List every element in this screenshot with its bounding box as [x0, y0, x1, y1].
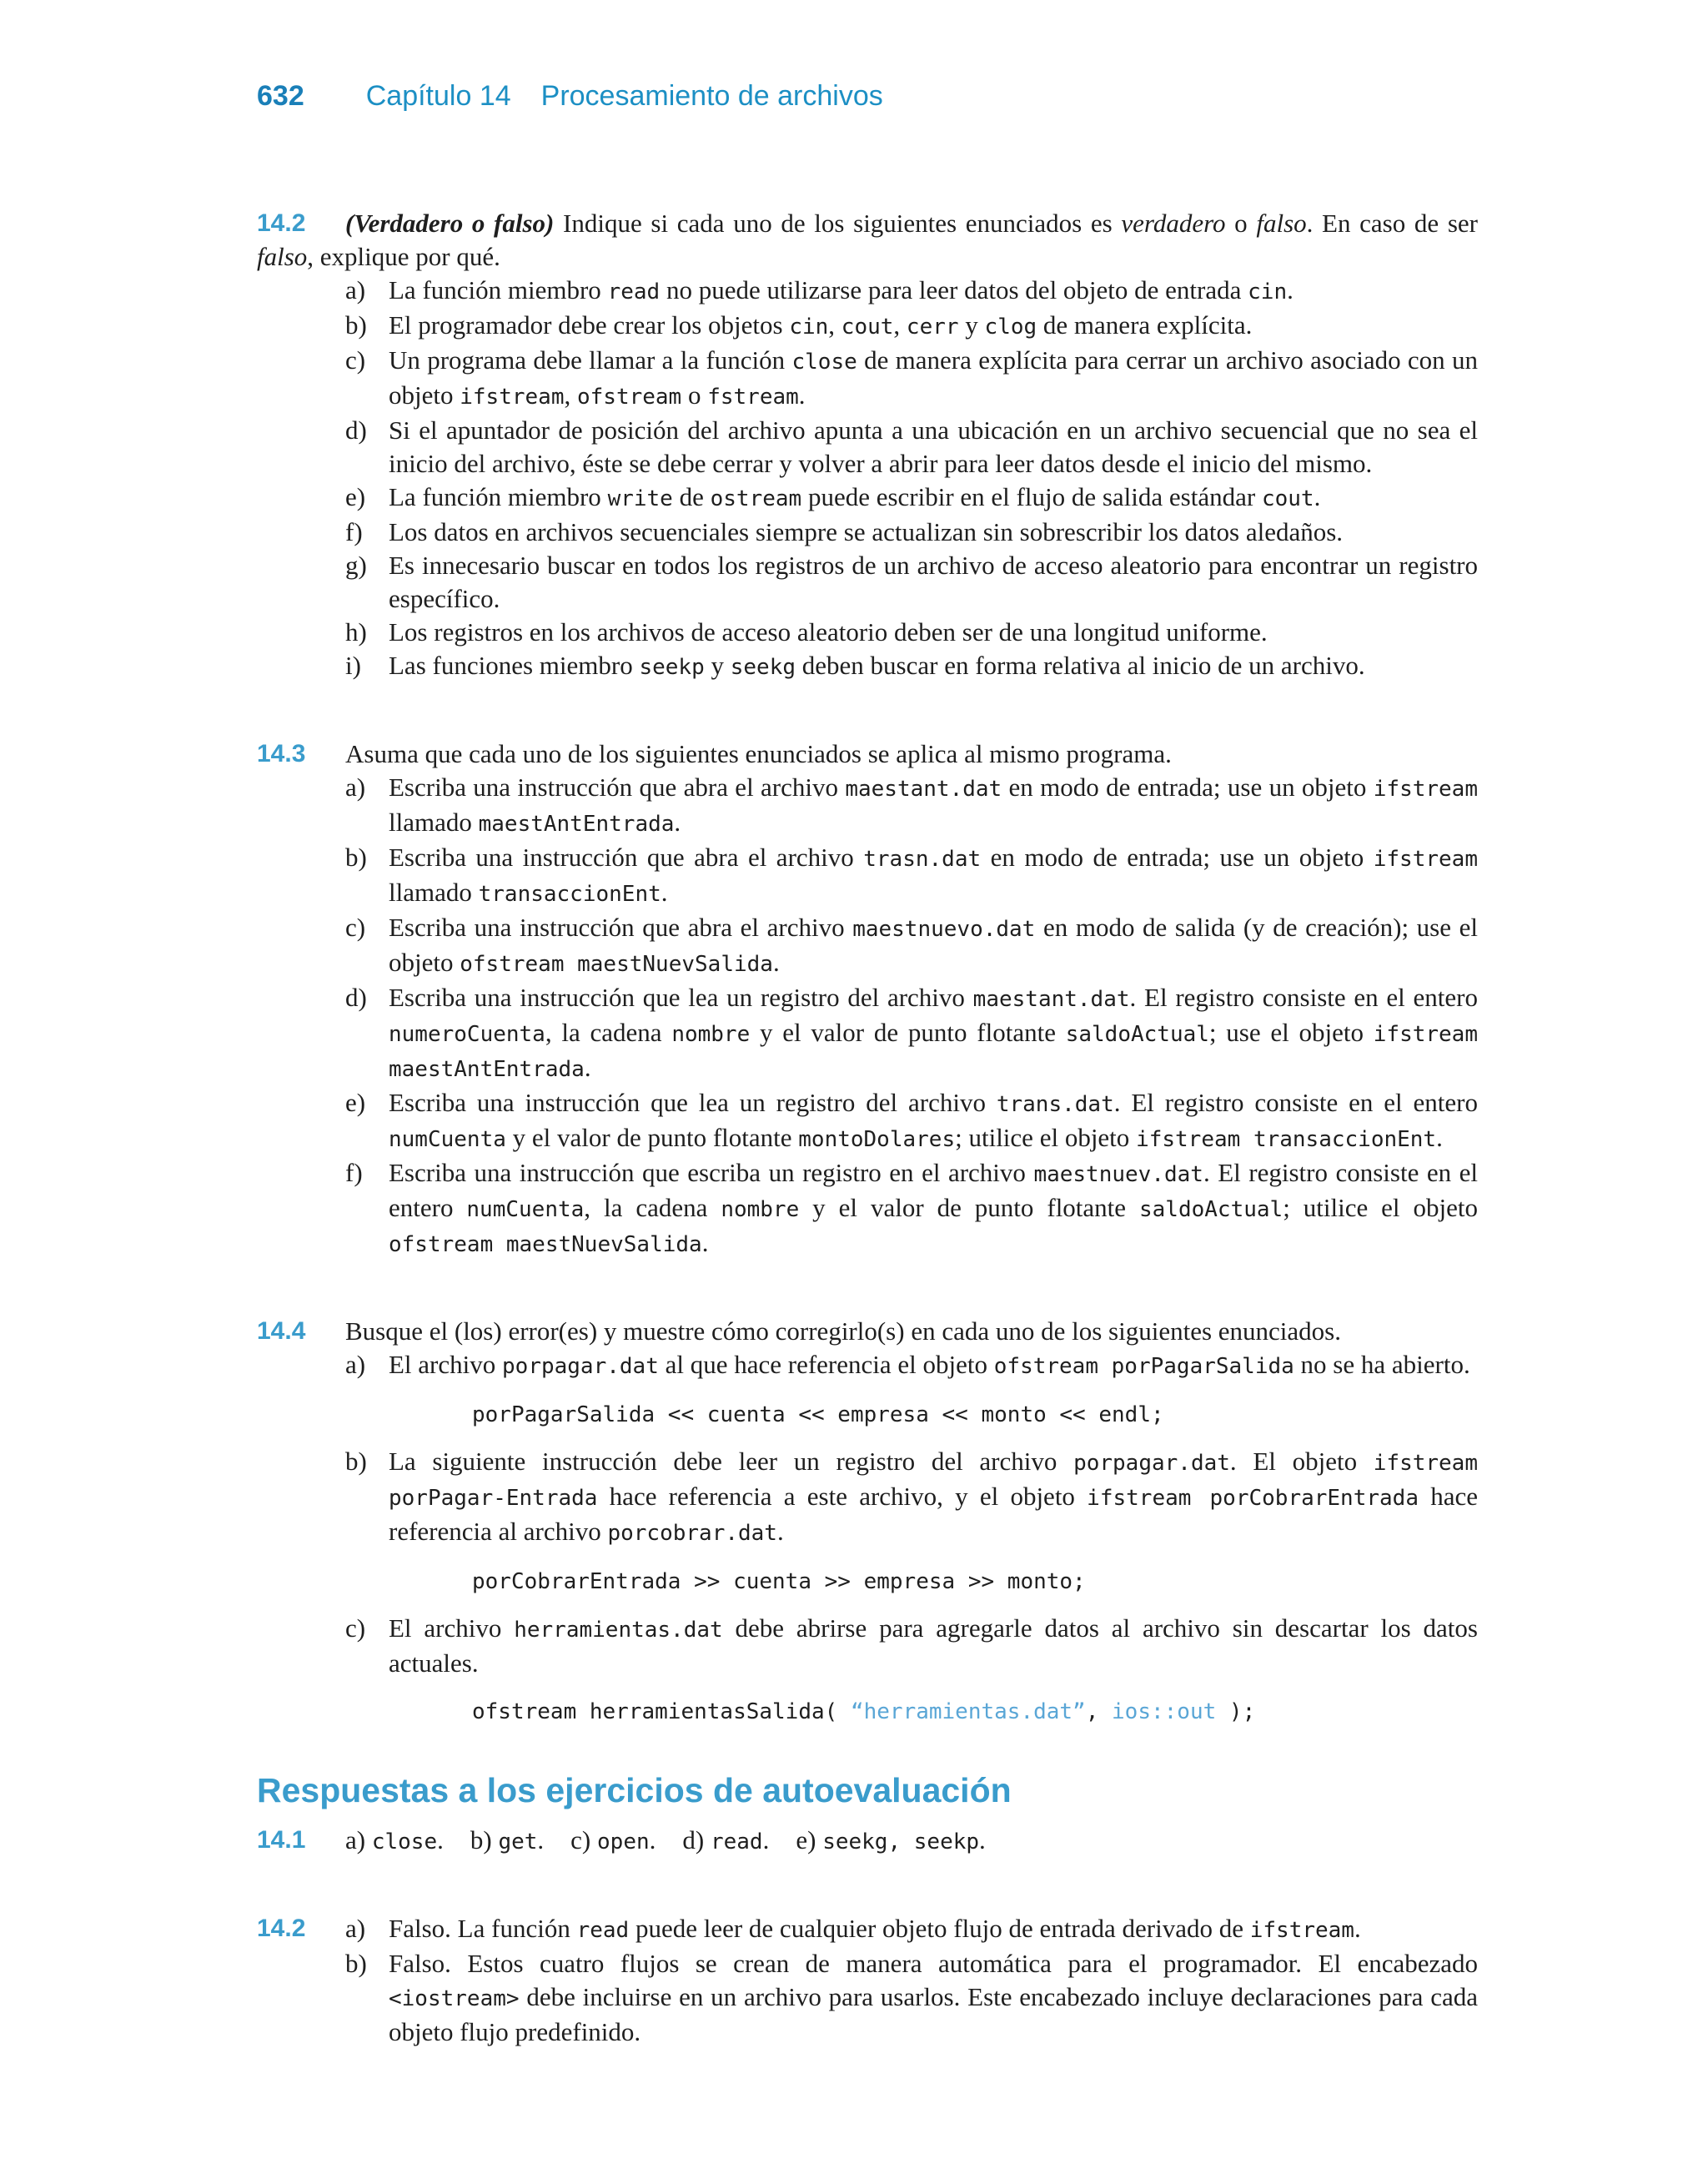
- item-text: de manera explícita para cerrar un archivo asociado con un objeto: [389, 345, 1478, 410]
- code-token: cerr: [906, 315, 959, 340]
- item-text: hace referencia al archivo: [389, 1482, 1478, 1546]
- item-text: Los datos en archivos secuenciales siempre se actualizan sin sobrescribir los datos aledaños.: [389, 517, 1344, 546]
- item-text: no se ha abierto.: [1294, 1350, 1470, 1379]
- code-token: maestnuevo.dat: [852, 917, 1036, 942]
- code-token: ifstream porPagar-Entrada: [389, 1451, 1478, 1511]
- list-item: [345, 414, 1478, 481]
- chapter-title: Procesamiento de archivos: [540, 80, 883, 112]
- code-token: porcobrar.dat: [607, 1521, 777, 1546]
- list-item: [345, 274, 1478, 309]
- list-item: [345, 649, 1478, 684]
- code-token: ostream: [710, 486, 802, 511]
- exercise-number: 14.3: [257, 740, 306, 767]
- exercise-14-3: [257, 737, 1478, 1261]
- page-body: [257, 207, 1478, 2049]
- code-token: seekg, seekp: [822, 1829, 980, 1854]
- code-token: seekg: [730, 655, 796, 680]
- item-text: Un programa debe llamar a la función: [389, 345, 792, 375]
- item-text: El programador debe crear los objetos: [389, 310, 790, 340]
- exercise-number: 14.1: [257, 1826, 306, 1854]
- list-item: [345, 516, 1478, 549]
- code-token: numeroCuenta: [389, 1022, 545, 1047]
- item-text: .: [584, 1053, 591, 1082]
- item-text: Escriba una instrucción que lea un registro del archivo: [389, 1088, 997, 1117]
- item-text: .: [1354, 1914, 1361, 1943]
- code-token: write: [607, 486, 673, 511]
- list-item: [345, 616, 1478, 649]
- list-item: [345, 309, 1478, 344]
- item-text: ; utilice el objeto: [1283, 1193, 1478, 1222]
- code-token: read: [576, 1918, 630, 1943]
- list-item: [345, 1612, 1478, 1680]
- item-label: c): [345, 913, 366, 942]
- list-item: [345, 549, 1478, 616]
- code-token: ofstream maestNuevSalida: [389, 1232, 702, 1257]
- item-text: Escriba una instrucción que abra el archivo: [389, 913, 853, 942]
- code-token: close: [791, 350, 857, 375]
- item-label: b): [345, 843, 367, 872]
- code-line: ofstream herramientasSalida( “herramientas.dat”, ios::out );: [472, 1699, 1256, 1724]
- code-token: porpagar.dat: [502, 1354, 659, 1379]
- item-text: Escriba una instrucción que escriba un registro en el archivo: [389, 1158, 1034, 1187]
- item-text: Escriba una instrucción que lea un registro del archivo: [389, 983, 973, 1012]
- code-token: read: [710, 1829, 763, 1854]
- code-token: ofstream: [576, 385, 682, 410]
- item-text: en modo de entrada; use un objeto: [1002, 772, 1374, 802]
- item-text: puede leer de cualquier objeto flujo de entrada derivado de: [629, 1914, 1250, 1943]
- code-token: cin: [789, 315, 829, 340]
- item-text: en modo de salida (y de creación); use el objeto: [389, 913, 1478, 977]
- item-label: b): [345, 1949, 367, 1978]
- item-label: a): [345, 275, 366, 304]
- item-text: de: [672, 482, 711, 511]
- item-list: [345, 1348, 1478, 1383]
- answer-item: c) open.: [570, 1825, 656, 1854]
- code-token: nombre: [671, 1022, 751, 1047]
- item-label: b): [345, 310, 367, 340]
- item-text: de manera explícita.: [1037, 310, 1253, 340]
- item-text: .: [1287, 275, 1294, 304]
- item-text: Los registros en los archivos de acceso aleatorio deben ser de una longitud uniforme.: [389, 617, 1268, 647]
- exercise-number: 14.4: [257, 1317, 306, 1345]
- code-token: cin: [1248, 279, 1288, 304]
- item-text: y: [704, 651, 731, 680]
- code-token: ifstream: [1373, 777, 1478, 802]
- item-text: .: [1314, 482, 1321, 511]
- item-label: g): [345, 551, 367, 580]
- code-token: maestant.dat: [972, 987, 1130, 1012]
- item-label: i): [345, 651, 361, 680]
- list-item: [345, 1348, 1478, 1383]
- item-text: Si el apuntador de posición del archivo apunta a una ubicación en un archivo secuencial que no sea el inicio del archivo, éste se debe cerrar y volver a abrir para leer datos desde el inicio del mismo.: [389, 415, 1478, 478]
- code-token: trasn.dat: [863, 847, 982, 872]
- exercise-stem: Asuma que cada uno de los siguientes enunciados se aplica al mismo programa.: [345, 739, 1172, 768]
- item-text: La función miembro: [389, 275, 608, 304]
- code-token: numCuenta: [389, 1127, 506, 1152]
- item-list: [345, 1912, 1478, 2049]
- exercise-stem: (Verdadero o falso) Indique si cada uno de los siguientes enunciados es verdadero o falso. En caso de ser falso, explique por qué.: [257, 209, 1478, 271]
- item-label: c): [345, 1613, 366, 1643]
- item-label: a): [345, 1350, 366, 1379]
- answer-14-1: [257, 1824, 1478, 1859]
- item-text: La función miembro: [389, 482, 608, 511]
- list-item: [345, 981, 1478, 1086]
- item-text: . El registro consiste en el entero: [1129, 983, 1478, 1012]
- answer-14-2: [257, 1912, 1478, 2049]
- code-token: ifstream maestAntEntrada: [389, 1022, 1478, 1082]
- code-token: nombre: [721, 1197, 800, 1222]
- page-number: 632: [257, 80, 304, 112]
- item-text: deben buscar en forma relativa al inicio de un archivo.: [796, 651, 1365, 680]
- item-text: La siguiente instrucción debe leer un registro del archivo: [389, 1447, 1074, 1476]
- item-text: .: [1436, 1123, 1443, 1152]
- code-token: cout: [1261, 486, 1314, 511]
- list-item: [345, 1947, 1478, 2049]
- code-token: ifstream transaccionEnt: [1136, 1127, 1437, 1152]
- code-token: maestant.dat: [845, 777, 1002, 802]
- code-token: ofstream porPagarSalida: [993, 1354, 1294, 1379]
- item-text: .: [798, 380, 806, 410]
- item-text: Las funciones miembro: [389, 651, 640, 680]
- item-text: . El objeto: [1229, 1447, 1374, 1476]
- item-label: e): [345, 482, 366, 511]
- code-token: saldoActual: [1065, 1022, 1209, 1047]
- code-token: clog: [984, 315, 1037, 340]
- item-text: .: [701, 1228, 709, 1257]
- item-label: d): [345, 415, 367, 445]
- exercise-14-2: [257, 207, 1478, 684]
- answer-item: e) seekg, seekp.: [796, 1825, 986, 1854]
- list-item: [345, 771, 1478, 841]
- code-token: seekp: [639, 655, 705, 680]
- item-text: .: [772, 948, 780, 977]
- item-text: debe incluirse en un archivo para usarlos. Este encabezado incluye declaraciones para cada objeto flujo predefinido.: [389, 1982, 1478, 2046]
- item-text: en modo de entrada; use un objeto: [981, 843, 1374, 872]
- item-label: a): [345, 1914, 366, 1943]
- item-text: y el valor de punto flotante: [505, 1123, 799, 1152]
- item-text: , la cadena: [584, 1193, 721, 1222]
- item-text: ; utilice el objeto: [955, 1123, 1137, 1152]
- answer-row: [345, 1824, 1478, 1859]
- item-label: c): [345, 345, 366, 375]
- item-text: El archivo: [389, 1613, 515, 1643]
- item-label: b): [345, 1447, 367, 1476]
- list-item: [345, 1086, 1478, 1156]
- item-text: puede escribir en el flujo de salida estándar: [801, 482, 1262, 511]
- item-list: [345, 274, 1478, 684]
- code-token: ifstream: [1373, 847, 1478, 872]
- item-text: llamado: [389, 808, 479, 837]
- item-label: d): [345, 983, 367, 1012]
- code-token: ofstream maestNuevSalida: [460, 952, 773, 977]
- running-head: [257, 80, 883, 113]
- item-text: Falso. La función: [389, 1914, 577, 1943]
- code-token: open: [597, 1829, 650, 1854]
- answer-item: b) get.: [470, 1825, 545, 1854]
- code-token: <iostream>: [389, 1986, 520, 2011]
- list-item: [345, 481, 1478, 516]
- item-text: , la cadena: [545, 1018, 672, 1047]
- item-text: ; use el objeto: [1208, 1018, 1374, 1047]
- section-title: Respuestas a los ejercicios de autoevaluación: [257, 1771, 1012, 1809]
- item-text: . El registro consiste en el entero: [1113, 1088, 1478, 1117]
- list-item: [345, 841, 1478, 911]
- item-text: .: [674, 808, 681, 837]
- item-text: Es innecesario buscar en todos los registros de un archivo de acceso aleatorio para encontrar un registro específico.: [389, 551, 1478, 613]
- item-label: e): [345, 1088, 366, 1117]
- code-token: transaccionEnt: [478, 882, 661, 907]
- item-text: llamado: [389, 878, 479, 907]
- item-text: y: [958, 310, 985, 340]
- item-text: Escriba una instrucción que abra el archivo: [389, 843, 864, 872]
- code-token: ifstream: [460, 385, 565, 410]
- item-text: ,: [564, 380, 577, 410]
- answer-item: d) read.: [682, 1825, 770, 1854]
- item-text: Escriba una instrucción que abra el archivo: [389, 772, 846, 802]
- item-label: h): [345, 617, 367, 647]
- item-text: no puede utilizarse para leer datos del objeto de entrada: [660, 275, 1248, 304]
- item-text: Falso. Estos cuatro flujos se crean de manera automática para el programador. El encabezado: [389, 1949, 1478, 1978]
- code-token: porpagar.dat: [1073, 1451, 1230, 1476]
- exercise-stem: Busque el (los) error(es) y muestre cómo corregirlo(s) en cada uno de los siguientes enunciados.: [345, 1316, 1341, 1346]
- code-token: read: [607, 279, 661, 304]
- code-token: numCuenta: [466, 1197, 585, 1222]
- list-item: [345, 1912, 1478, 1947]
- item-list: [345, 1445, 1478, 1550]
- code-token: trans.dat: [996, 1092, 1114, 1117]
- code-token: ifstream porCobrarEntrada: [1087, 1486, 1419, 1511]
- code-token: get: [498, 1829, 538, 1854]
- code-token: maestnuev.dat: [1033, 1162, 1203, 1187]
- exercise-number: 14.2: [257, 1915, 306, 1942]
- item-text: .: [776, 1517, 784, 1546]
- code-token: montoDolares: [798, 1127, 956, 1152]
- list-item: [345, 344, 1478, 414]
- item-text: .: [661, 878, 668, 907]
- code-token: ifstream: [1249, 1918, 1354, 1943]
- code-token: saldoActual: [1139, 1197, 1284, 1222]
- code-token: cout: [841, 315, 894, 340]
- code-token: close: [371, 1829, 438, 1854]
- item-list: [345, 1612, 1478, 1680]
- item-label: f): [345, 517, 363, 546]
- code-token: herramientas.dat: [514, 1618, 723, 1643]
- item-text: o: [681, 380, 708, 410]
- chapter-label: Capítulo 14: [365, 80, 511, 112]
- item-text: El archivo: [389, 1350, 503, 1379]
- item-text: y el valor de punto flotante: [799, 1193, 1139, 1222]
- exercise-number: 14.2: [257, 209, 306, 237]
- list-item: [345, 1445, 1478, 1550]
- list-item: [345, 1156, 1478, 1261]
- item-text: hace referencia a este archivo, y el objeto: [597, 1482, 1088, 1511]
- exercise-14-4: [257, 1315, 1478, 1729]
- item-text: al que hace referencia el objeto: [658, 1350, 994, 1379]
- item-text: y el valor de punto flotante: [750, 1018, 1066, 1047]
- item-label: f): [345, 1158, 363, 1187]
- list-item: [345, 911, 1478, 981]
- item-list: [345, 771, 1478, 1261]
- item-label: a): [345, 772, 366, 802]
- item-text: ,: [828, 310, 841, 340]
- code-token: maestAntEntrada: [478, 812, 675, 837]
- code-line: porCobrarEntrada >> cuenta >> empresa >> monto;: [472, 1569, 1086, 1594]
- code-token: fstream: [707, 385, 799, 410]
- answer-item: a) close.: [345, 1825, 444, 1854]
- item-text: ,: [893, 310, 907, 340]
- item-text: . El registro consiste en el entero: [389, 1158, 1479, 1222]
- code-line: porPagarSalida << cuenta << empresa << monto << endl;: [472, 1402, 1164, 1427]
- item-text: debe abrirse para agregarle datos al archivo sin descartar los datos actuales.: [389, 1613, 1478, 1678]
